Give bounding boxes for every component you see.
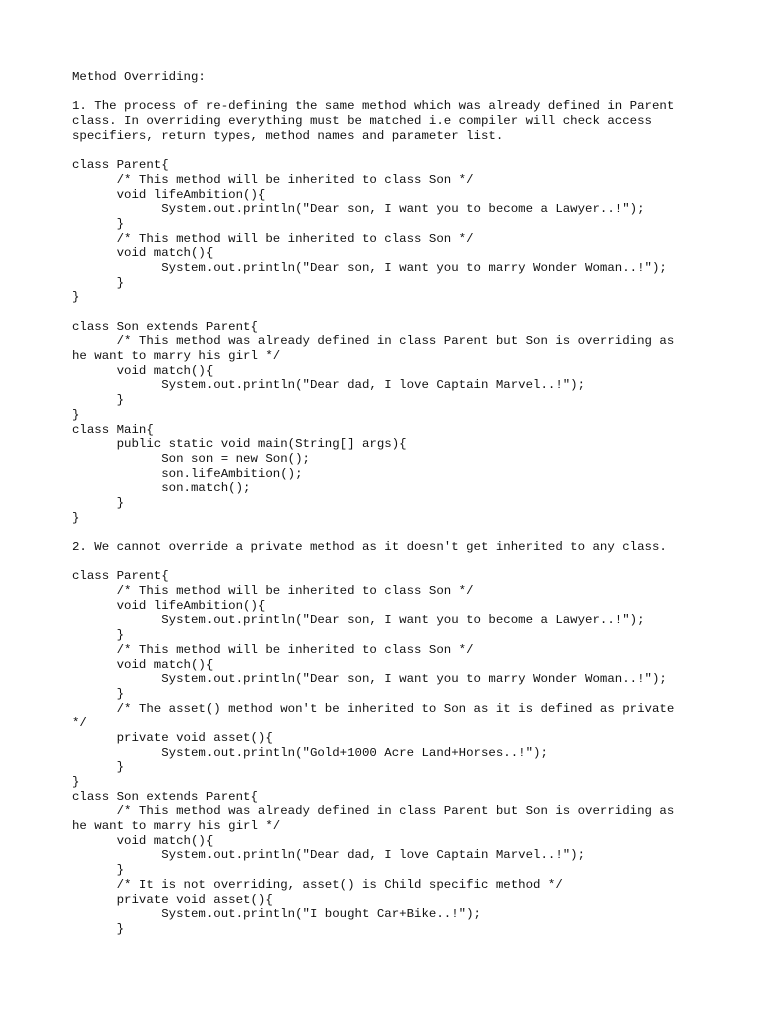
text-line: private void asset(){ [72, 892, 273, 907]
text-line: void match(){ [72, 246, 214, 261]
text-line: private void asset(){ [72, 730, 273, 745]
text-line: class Parent{ [72, 569, 169, 584]
text-line: } [72, 863, 125, 878]
text-line: class Son extends Parent{ [72, 789, 258, 804]
text-line: } [72, 760, 125, 775]
text-line: void lifeAmbition(){ [72, 598, 266, 613]
text-line: } [72, 393, 125, 408]
text-line: System.out.println("Dear son, I want you to marry Wonder Woman..!"); [72, 260, 667, 275]
text-line [72, 555, 712, 570]
text-line: class. In overriding everything must be matched i.e compiler will check access [72, 114, 652, 129]
text-line: class Main{ [72, 422, 154, 437]
text-line: he want to marry his girl */ [72, 819, 281, 834]
text-line: Method Overriding: [72, 70, 206, 84]
text-line: } [72, 495, 125, 510]
text-line [72, 525, 712, 540]
text-line: } [72, 510, 80, 525]
text-line: class Son extends Parent{ [72, 319, 258, 334]
text-line: System.out.println("Dear son, I want you to marry Wonder Woman..!"); [72, 672, 667, 687]
text-line: 2. We cannot override a private method as it doesn't get inherited to any class. [72, 540, 667, 554]
text-line: /* This method was already defined in class Parent but Son is overriding as [72, 804, 675, 819]
text-line [72, 305, 712, 320]
text-line: System.out.println("Gold+1000 Acre Land+Horses..!"); [72, 745, 548, 760]
text-line: /* This method will be inherited to class Son */ [72, 172, 474, 187]
text-line: son.lifeAmbition(); [72, 466, 303, 481]
text-line: void match(){ [72, 657, 214, 672]
text-line: } [72, 290, 80, 305]
text-line: } [72, 216, 125, 231]
text-line: /* This method was already defined in class Parent but Son is overriding as [72, 334, 675, 349]
text-line [72, 143, 712, 158]
text-line: System.out.println("I bought Car+Bike..!"); [72, 907, 481, 922]
text-line: System.out.println("Dear dad, I love Captain Marvel..!"); [72, 378, 586, 393]
text-line: /* This method will be inherited to class Son */ [72, 584, 474, 599]
text-line: class Parent{ [72, 158, 169, 173]
text-line: } [72, 686, 125, 701]
text-line: /* This method will be inherited to class Son */ [72, 642, 474, 657]
text-line: } [72, 921, 125, 936]
text-line: void lifeAmbition(){ [72, 187, 266, 202]
text-line: } [72, 775, 80, 789]
text-line: } [72, 628, 125, 643]
text-line: Son son = new Son(); [72, 451, 310, 466]
text-line: son.match(); [72, 481, 251, 496]
text-line: public static void main(String[] args){ [72, 437, 407, 452]
text-line: void match(){ [72, 833, 214, 848]
text-line: /* The asset() method won't be inherited to Son as it is defined as private [72, 701, 675, 716]
text-line: System.out.println("Dear son, I want you to become a Lawyer..!"); [72, 202, 645, 217]
text-line: System.out.println("Dear dad, I love Captain Marvel..!"); [72, 848, 586, 863]
text-line: */ [72, 716, 87, 731]
text-line [72, 85, 712, 100]
text-line: System.out.println("Dear son, I want you to become a Lawyer..!"); [72, 613, 645, 628]
text-line: } [72, 275, 125, 290]
text-line: /* It is not overriding, asset() is Child specific method */ [72, 877, 563, 892]
document-page [72, 70, 712, 937]
text-line: 1. The process of re-defining the same method which was already defined in Parent [72, 99, 675, 114]
text-line: he want to marry his girl */ [72, 349, 281, 364]
text-line: void match(){ [72, 363, 214, 378]
text-line: } [72, 407, 80, 422]
text-line: specifiers, return types, method names and parameter list. [72, 128, 504, 143]
text-line: /* This method will be inherited to class Son */ [72, 231, 474, 246]
